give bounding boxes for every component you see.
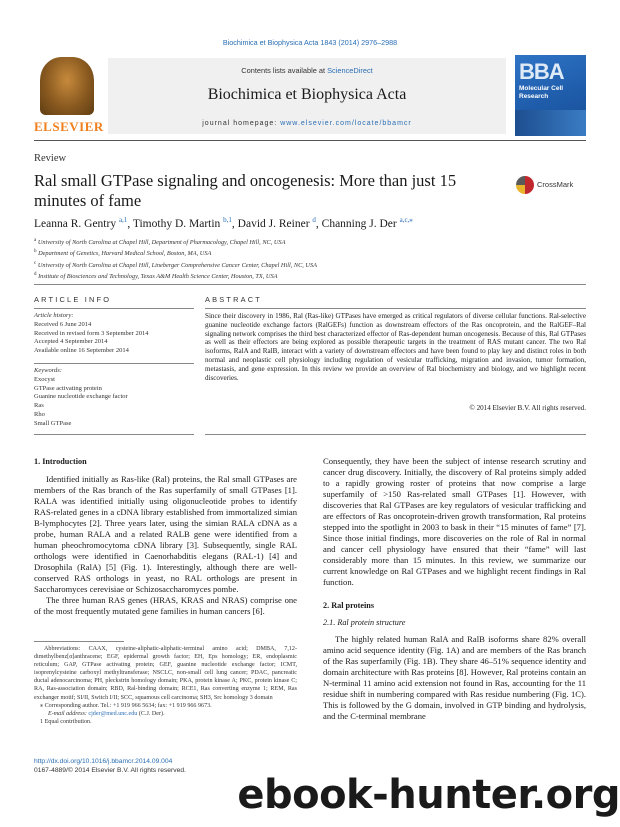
elsevier-logo (34, 55, 104, 135)
divider (34, 363, 194, 364)
author-name[interactable]: Channing J. Der (321, 217, 397, 230)
watermark: ebook-hunter.org (237, 772, 620, 818)
author-affil[interactable]: a,c,⁎ (399, 216, 413, 224)
author-affil[interactable]: a,1 (118, 216, 128, 224)
affiliation-text: Institute of Biosciences and Technology, Texas A&M Health Science Center, Houston, TX, USA (38, 273, 278, 281)
body-paragraph: The highly related human RalA and RalB isoforms share 82% overall amino acid sequence identity (Fig. 1A) and are members of the Ras branch of the Ras superfamily (Fig. 1B). They share 46–51% sequence identity and domain architecture with Ras proteins [8]. However, Ral proteins contain an N-terminal 11 amino acid extension not found in Ras, accounting for the 11 residue shift in numbering compared with Ras residue numbering (Fig. 1C). This is followed by the G domain, involved in GTP binding and hydrolysis, and the C-terminal membrane (323, 634, 586, 721)
abbreviations-footnote: Abbreviations: CAAX, cysteine-aliphatic-aliphatic-terminal amino acid; DMBA, 7,12-dimethylbenz[α]anthracene; EGF, epidermal growth factor; EH, Eps homology; ER, endoplasmic reticulum; GAP, GTPase activating protein; GEF, guanine nucleotide exchange factor; ICMT, isoprenylcysteine carboxyl methyltransferase; NSCLC, non-small cell lung cancer; PDAC, pancreatic ductal adenocarcinoma; PH, pleckstrin homology domain; PKA, protein kinase A; PKC, protein kinase C; RA, Ras-association domain; RBD, Ral-binding domain; RCE1, Ras converting enzyme 1; REM, Ras exchanger motif; SI/II, Switch I/II; SCC, squamous cell carcinoma; SH3, Src homology 3 domain (34, 646, 297, 701)
copyright-notice: © 2014 Elsevier B.V. All rights reserved. (469, 404, 586, 412)
affiliation-text: Department of Genetics, Harvard Medical School, Boston, MA, USA (38, 250, 212, 258)
divider (34, 434, 194, 435)
keywords (34, 367, 194, 429)
issn-line: 0167-4889/© 2014 Elsevier B.V. All rights reserved. (34, 766, 186, 774)
divider (205, 434, 586, 435)
history-item: Received 6 June 2014 (34, 320, 92, 328)
email-label: E-mail address: (48, 710, 89, 717)
affiliation-mark: b (34, 249, 37, 255)
author-list: Leanna R. Gentry $^{a,1}$, Timothy D. Martin $^{b,1}$, David J. Reiner $^d$, Channing J. Der $^{a,c,⁎}$ (34, 216, 413, 230)
affiliation-item (34, 270, 586, 281)
affiliation-item (34, 247, 586, 258)
section-heading: 1. Introduction (34, 457, 87, 466)
contents-line (108, 66, 506, 75)
author-name[interactable]: David J. Reiner (237, 217, 310, 230)
affiliation-text: University of North Carolina at Chapel Hill, Lineberger Comprehensive Cancer Center, Chapel Hill, NC, USA (37, 261, 317, 269)
crossmark-icon (516, 176, 534, 194)
homepage-prefix: journal homepage: (202, 120, 281, 127)
keyword: Exocyst (34, 375, 55, 383)
article-info-heading: ARTICLE INFO (34, 295, 112, 304)
corresponding-footnote: ⁎ Corresponding author. Tel.: +1 919 966 5634; fax: +1 919 966 9673. (40, 702, 212, 709)
keyword: GTPase activating protein (34, 384, 102, 392)
email-suffix: (C.J. Der). (137, 710, 165, 717)
elsevier-wordmark: ELSEVIER (34, 119, 104, 134)
journal-citation[interactable]: Biochimica et Biophysica Acta 1843 (2014) 2976–2988 (222, 38, 398, 47)
affiliation-item (34, 259, 586, 270)
cover-image (515, 110, 586, 136)
cover-title: BBA (519, 59, 564, 84)
section-heading: 2. Ral proteins (323, 601, 375, 610)
divider (205, 308, 586, 309)
cover-subtitle: Molecular Cell Research (519, 85, 564, 100)
abstract-heading: ABSTRACT (205, 295, 263, 304)
journal-cover (515, 55, 586, 136)
affiliation-mark: a (34, 238, 37, 243)
email-footnote (34, 710, 297, 718)
body-left-column (34, 456, 297, 617)
body-paragraph: Identified initially as Ras-like (Ral) proteins, the Ral small GTPases are members of the Ras branch of the Ras superfamily of small GTPases [1]. RALA was identified initially using oligonucleotide probes to identify RAS-related genes in a cDNA library established from immortalized simian B-lymphocytes [2]. Three years later, using the simian RALA cDNA as a probe, human RALA and a related RALB gene were identified from a human pheochromocytoma cDNA library [3]. Subsequently, single RAL orthologs were identified in Caenorhabditis elegans (RAL-1) [4] and Drosophila (RalA) [5] (Fig. 1). Interestingly, although there are well-conserved RAS orthologs in yeast, no RAL orthologs are present in Saccharomyces cerevisiae or Schizosaccharomyces pombe. (34, 474, 297, 594)
body-paragraph: The three human RAS genes (HRAS, KRAS and NRAS) comprise one of the most frequently mutated gene families in human cancers [6]. (34, 595, 297, 616)
author-name[interactable]: Leanna R. Gentry (34, 217, 117, 230)
article-title: Ral small GTPase signaling and oncogenesis: More than just 15 minutes of fame (34, 171, 457, 210)
footnotes (34, 645, 297, 726)
affiliations (34, 236, 586, 282)
article-history (34, 312, 194, 356)
keyword: Ras (34, 402, 44, 410)
keyword: Rho (34, 410, 45, 418)
subsection-heading: 2.1. Ral protein structure (323, 618, 406, 627)
homepage-link[interactable]: www.elsevier.com/locate/bbamcr (280, 120, 412, 127)
affiliation-mark: c (34, 260, 37, 266)
article-type: Review (34, 153, 67, 164)
author-name[interactable]: Timothy D. Martin (132, 217, 221, 230)
elsevier-tree-icon (40, 57, 94, 115)
keyword: Small GTPase (34, 419, 72, 427)
affiliation-item (34, 236, 586, 247)
divider (34, 308, 194, 309)
header-divider (34, 140, 586, 141)
crossmark-badge[interactable] (516, 176, 586, 196)
affiliation-text: University of North Carolina at Chapel Hill, Department of Pharmacology, Chapel Hill, NC, USA (37, 239, 286, 247)
body-paragraph: Consequently, they have been the subject of intense research scrutiny and cancer drug discovery. Initially, the discovery of Ral proteins simply added to a rapidly growing roster of proteins that now comprise a large superfamily of >150 Ras-related small GTPases [1]. However, with discoveries that Ral GTPases are key regulators of vesicular trafficking and are effectors of Ras oncoprotein-driven growth transformation, Ral proteins stepped into the spotlight in 2003 to bask in their “15 minutes of fame” [7]. Since those initial findings, more discoveries on the role of Ral in normal and cancer cell physiology have ensured that their “fame” will last considerably more than 15 minutes. In this review, we summarize our current knowledge on Ral GTPases and we highlight recent findings in Ral function. (323, 456, 586, 587)
keywords-label: Keywords: (34, 367, 62, 374)
email-link[interactable]: cjder@med.unc.edu (88, 710, 138, 717)
author-affil[interactable]: d (312, 216, 316, 224)
body-right-column (323, 456, 586, 722)
equal-contribution-footnote: 1 Equal contribution. (40, 718, 92, 725)
journal-title: Biochimica et Biophysica Acta (207, 86, 407, 103)
abstract-text: Since their discovery in 1986, Ral (Ras-like) GTPases have emerged as critical regulators of diverse cellular functions. Ral-selective guanine nucleotide exchange factors (RalGEFs) function as downstream effectors of the Ras oncoprotein, and the RalGEF–Ral signaling network comprises the third best characterized effector of Ras-dependent human oncogenesis. Because of this, Ral GTPases as well as their effectors are being explored as possible therapeutic targets in the treatment of RAS mutant cancer. The two Ral isoforms, RalA and RalB, interact with a variety of downstream effectors and have been found to play key and distinct roles in both normal and neoplastic cell physiology including regulation of vesicular trafficking, migration and invasion, tumor formation, metastasis, and gene expression. In this review we provide an overview of Ral biochemistry and biology, and we highlight recent discoveries. (205, 312, 586, 382)
author-affil[interactable]: b,1 (223, 216, 232, 224)
footnote-divider (34, 641, 124, 642)
affiliation-mark: d (34, 272, 37, 278)
contents-prefix: Contents lists available at (241, 66, 328, 75)
crossmark-label: CrossMark (537, 180, 574, 189)
journal-header (108, 58, 506, 134)
divider (34, 284, 586, 285)
journal-homepage (108, 120, 506, 127)
history-item: Received in revised form 3 September 2014 (34, 329, 149, 337)
history-item: Available online 16 September 2014 (34, 347, 129, 355)
history-item: Accepted 4 September 2014 (34, 338, 108, 346)
history-label: Article history: (34, 312, 74, 319)
doi-block (34, 758, 186, 775)
keyword: Guanine nucleotide exchange factor (34, 393, 128, 401)
doi-link[interactable]: http://dx.doi.org/10.1016/j.bbamcr.2014.09.004 (34, 758, 173, 765)
sciencedirect-link[interactable]: ScienceDirect (327, 66, 373, 75)
